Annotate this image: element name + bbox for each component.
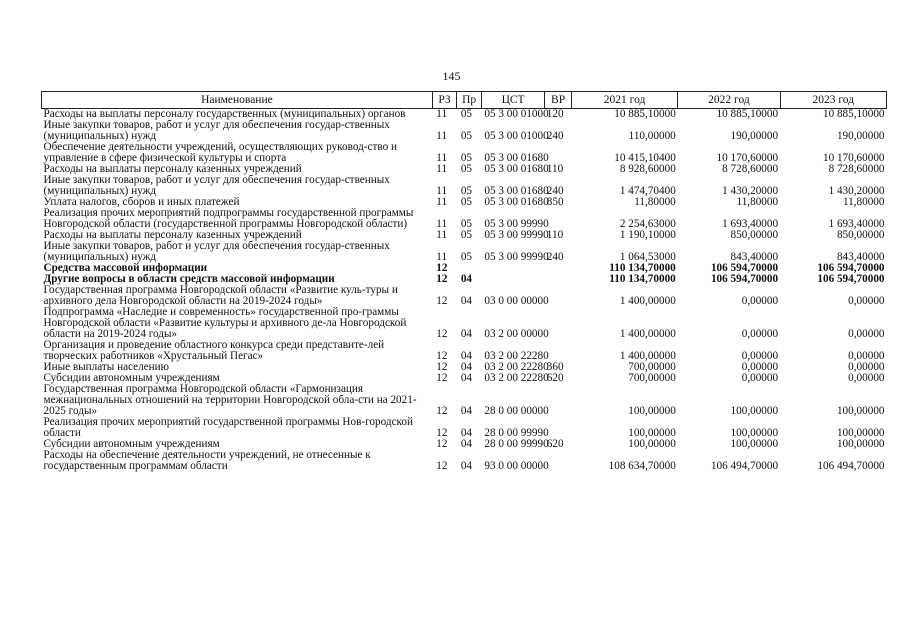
cell-2021: 1 400,00000 <box>619 350 676 362</box>
cell-vr: 620 <box>546 438 564 450</box>
cell-2021: 1 064,53000 <box>619 251 676 263</box>
cell-2021: 1 190,10000 <box>619 229 676 241</box>
cell-2022: 843,40000 <box>730 251 779 263</box>
cell-name: Расходы на обеспечение деятельности учреждений, не отнесенные к государственным программам области <box>43 449 371 472</box>
cell-name: Иные закупки товаров, работ и услуг для обеспечения государ-ственных (муниципальных) нужд <box>43 240 390 263</box>
cell-cst: 05 3 00 01680 <box>484 185 549 197</box>
cell-vr <box>545 263 572 274</box>
cell-name: Уплата налогов, сборов и иных платежей <box>43 196 240 208</box>
table-row <box>42 208 887 230</box>
cell-cst: 03 2 00 22280 <box>484 372 549 384</box>
cell-2021: 100,00000 <box>628 438 676 450</box>
cell-2022: 10 170,60000 <box>716 152 779 164</box>
cell-vr: 850 <box>546 196 564 208</box>
header-cst: ЦСТ <box>481 92 544 109</box>
cell-pr: 04 <box>460 361 473 373</box>
cell-2022: 190,00000 <box>730 130 779 142</box>
cell-rz: 12 <box>436 460 448 472</box>
cell-cst: 05 3 00 99990 <box>484 229 549 241</box>
cell-rz: 12 <box>436 372 448 384</box>
cell-name: Средства массовой информации <box>43 262 208 274</box>
cell-2023: 10 170,60000 <box>822 152 885 164</box>
cell-2021: 108 634,70000 <box>608 460 676 472</box>
cell-pr: 04 <box>460 350 473 362</box>
table-row <box>42 450 887 472</box>
cell-name: Расходы на выплаты персоналу государственных (муниципальных) органов <box>43 108 406 120</box>
cell-cst: 05 3 00 01000 <box>484 108 549 120</box>
cell-2023: 100,00000 <box>836 438 885 450</box>
table-row <box>42 340 887 362</box>
cell-2023: 0,00000 <box>848 350 885 362</box>
cell-2022: 850,00000 <box>730 229 779 241</box>
header-2022: 2022 год <box>678 92 780 109</box>
cell-2023: 106 594,70000 <box>817 273 885 285</box>
cell-2021: 1 400,00000 <box>619 328 676 340</box>
cell-2022: 106 594,70000 <box>710 273 779 285</box>
cell-cst: 05 3 00 01680 <box>484 152 549 164</box>
cell-2022: 0,00000 <box>741 328 779 340</box>
cell-cst: 03 2 00 22280 <box>484 361 549 373</box>
cell-name: Иные выплаты населению <box>43 361 169 373</box>
cell-2023: 0,00000 <box>848 328 885 340</box>
cell-2021: 2 254,63000 <box>619 218 676 230</box>
cell-vr: 360 <box>546 361 564 373</box>
cell-2023: 8 728,60000 <box>828 163 885 175</box>
cell-pr: 05 <box>460 196 473 208</box>
cell-2023: 106 494,70000 <box>817 460 885 472</box>
table-row <box>42 120 887 142</box>
cell-cst: 05 3 00 99990 <box>484 218 549 230</box>
cell-2023: 100,00000 <box>836 427 885 439</box>
header-2021: 2021 год <box>571 92 677 109</box>
cell-cst: 05 3 00 99990 <box>484 251 549 263</box>
cell-rz: 12 <box>436 328 448 340</box>
header-pr: Пр <box>457 92 482 109</box>
cell-vr <box>545 274 572 285</box>
cell-pr: 05 <box>460 229 473 241</box>
cell-name: Государственная программа Новгородской области «Развитие куль-туры и архивного дела Новгородской области на 2019-2024 годы» <box>43 284 398 307</box>
cell-2023: 0,00000 <box>848 361 885 373</box>
cell-pr: 05 <box>460 108 473 120</box>
cell-pr: 05 <box>460 218 473 230</box>
cell-vr: 110 <box>546 163 564 175</box>
cell-pr: 04 <box>460 438 473 450</box>
cell-pr: 04 <box>460 273 473 285</box>
cell-name: Реализация прочих мероприятий государственной программы Нов-городской области <box>43 416 413 439</box>
cell-2022: 0,00000 <box>741 295 779 307</box>
cell-2021: 700,00000 <box>628 361 676 373</box>
cell-2022: 1 693,40000 <box>722 218 779 230</box>
table-row <box>42 384 887 417</box>
header-2023: 2023 год <box>780 92 886 109</box>
cell-pr: 04 <box>460 295 473 307</box>
cell-2022: 100,00000 <box>730 405 779 417</box>
cell-2022: 0,00000 <box>741 350 779 362</box>
cell-pr: 04 <box>460 460 473 472</box>
cell-rz: 12 <box>436 262 448 274</box>
cell-cst: 93 0 00 00000 <box>484 460 549 472</box>
cell-2023: 0,00000 <box>848 372 885 384</box>
cell-rz: 12 <box>436 295 448 307</box>
cell-2022: 0,00000 <box>741 361 779 373</box>
cell-2022: 0,00000 <box>741 372 779 384</box>
cell-name: Иные закупки товаров, работ и услуг для обеспечения государ-ственных (муниципальных) нужд <box>43 174 390 197</box>
cell-2021: 11,80000 <box>634 196 676 208</box>
cell-2023: 1 693,40000 <box>828 218 885 230</box>
cell-2021: 110 134,70000 <box>609 273 676 285</box>
cell-name: Другие вопросы в области средств массовой информации <box>43 273 335 285</box>
cell-rz: 12 <box>436 273 448 285</box>
cell-name: Расходы на выплаты персоналу казенных учреждений <box>43 229 302 241</box>
cell-pr: 05 <box>460 130 473 142</box>
cell-rz: 12 <box>436 405 448 417</box>
cell-2023: 0,00000 <box>848 295 885 307</box>
cell-2022: 8 728,60000 <box>722 163 779 175</box>
cell-pr: 04 <box>460 372 473 384</box>
cell-rz: 11 <box>436 196 448 208</box>
cell-rz: 12 <box>436 350 448 362</box>
cell-name: Организация и проведение областного конкурса среди представите-лей творческих работников «Хрустальный Пегас» <box>43 339 385 362</box>
cell-cst: 28 0 00 99990 <box>484 427 549 439</box>
table-row <box>42 175 887 197</box>
cell-rz: 11 <box>436 218 448 230</box>
cell-pr: 04 <box>460 427 473 439</box>
cell-pr: 05 <box>460 152 473 164</box>
cell-pr: 04 <box>460 328 473 340</box>
cell-2022: 10 885,10000 <box>716 108 779 120</box>
cell-name: Государственная программа Новгородской области «Гармонизация межнациональных отношений на территории Новгородской обла-сти на 2021-2025 годы» <box>43 383 417 417</box>
cell-pr: 04 <box>460 405 473 417</box>
cell-vr: 240 <box>546 130 564 142</box>
cell-name: Обеспечение деятельности учреждений, осуществляющих руковод-ство и управление в сфере физической культуры и спорта <box>43 141 397 164</box>
table-body <box>42 109 887 473</box>
cell-2022: 100,00000 <box>730 427 779 439</box>
cell-cst <box>481 263 544 274</box>
cell-cst: 05 3 00 01680 <box>484 163 549 175</box>
table-row <box>42 417 887 439</box>
cell-rz: 11 <box>436 130 448 142</box>
cell-2021: 100,00000 <box>628 405 676 417</box>
cell-pr: 05 <box>460 185 473 197</box>
cell-2021: 1 400,00000 <box>619 295 676 307</box>
cell-2023: 843,40000 <box>836 251 885 263</box>
cell-2022: 100,00000 <box>730 438 779 450</box>
table-row <box>42 307 887 340</box>
cell-2023: 100,00000 <box>836 405 885 417</box>
cell-rz: 11 <box>436 185 448 197</box>
cell-name: Субсидии автономным учреждениям <box>43 372 220 384</box>
cell-rz: 12 <box>436 361 448 373</box>
cell-name: Иные закупки товаров, работ и услуг для обеспечения государ-ственных (муниципальных) нужд <box>43 119 390 142</box>
cell-2023: 190,00000 <box>836 130 885 142</box>
cell-2023: 11,80000 <box>842 196 885 208</box>
cell-rz: 11 <box>436 251 448 263</box>
cell-vr: 120 <box>546 108 564 120</box>
cell-rz: 11 <box>436 108 448 120</box>
cell-2021: 110,00000 <box>628 130 676 142</box>
cell-2021: 10 885,10000 <box>614 108 676 120</box>
cell-2023: 1 430,20000 <box>828 185 885 197</box>
cell-2023: 850,00000 <box>836 229 885 241</box>
cell-vr: 240 <box>546 251 564 263</box>
cell-2021: 10 415,10400 <box>614 152 676 164</box>
budget-table <box>41 91 887 472</box>
cell-2021: 8 928,60000 <box>619 163 676 175</box>
cell-2022: 106 594,70000 <box>710 262 779 274</box>
cell-cst: 05 3 00 01680 <box>484 196 549 208</box>
cell-rz: 11 <box>436 229 448 241</box>
table-row <box>42 142 887 164</box>
cell-2023: 106 594,70000 <box>817 262 885 274</box>
cell-vr: 620 <box>546 372 564 384</box>
header-rz: РЗ <box>432 92 457 109</box>
cell-2021: 100,00000 <box>628 427 676 439</box>
cell-cst: 28 0 00 99990 <box>484 438 549 450</box>
cell-2023: 10 885,10000 <box>822 108 885 120</box>
cell-rz: 12 <box>436 427 448 439</box>
cell-pr: 05 <box>460 251 473 263</box>
cell-rz: 11 <box>436 152 448 164</box>
cell-2021: 110 134,70000 <box>609 262 676 274</box>
table-header-row <box>42 92 887 109</box>
cell-cst: 03 0 00 00000 <box>484 295 549 307</box>
table-row <box>42 241 887 263</box>
cell-vr: 110 <box>546 229 564 241</box>
header-name: Наименование <box>42 92 433 109</box>
cell-vr: 240 <box>546 185 564 197</box>
cell-cst: 03 2 00 00000 <box>484 328 549 340</box>
cell-name: Субсидии автономным учреждениям <box>43 438 220 450</box>
cell-pr: 05 <box>460 163 473 175</box>
header-vr: ВР <box>545 92 572 109</box>
cell-2022: 106 494,70000 <box>710 460 779 472</box>
cell-cst: 05 3 00 01000 <box>484 130 549 142</box>
cell-2022: 1 430,20000 <box>722 185 779 197</box>
cell-cst: 28 0 00 00000 <box>484 405 549 417</box>
table-row <box>42 285 887 307</box>
cell-cst: 03 2 00 22280 <box>484 350 549 362</box>
cell-2021: 700,00000 <box>628 372 676 384</box>
cell-2021: 1 474,70400 <box>619 185 676 197</box>
cell-name: Расходы на выплаты персоналу казенных учреждений <box>43 163 302 175</box>
cell-2022: 11,80000 <box>736 196 779 208</box>
cell-name: Подпрограмма «Наследие и современность» государственной про-граммы Новгородской области «Развитие культуры и архивного де-ла Новгородской области на 2019-2024 годы» <box>43 306 407 340</box>
cell-name: Реализация прочих мероприятий подпрограммы государственной программы Новгородской области (государственной программы Новгородской области) <box>43 207 414 230</box>
cell-rz: 12 <box>436 438 448 450</box>
cell-rz: 11 <box>436 163 448 175</box>
cell-cst <box>481 274 544 285</box>
page-number: 145 <box>442 69 461 83</box>
